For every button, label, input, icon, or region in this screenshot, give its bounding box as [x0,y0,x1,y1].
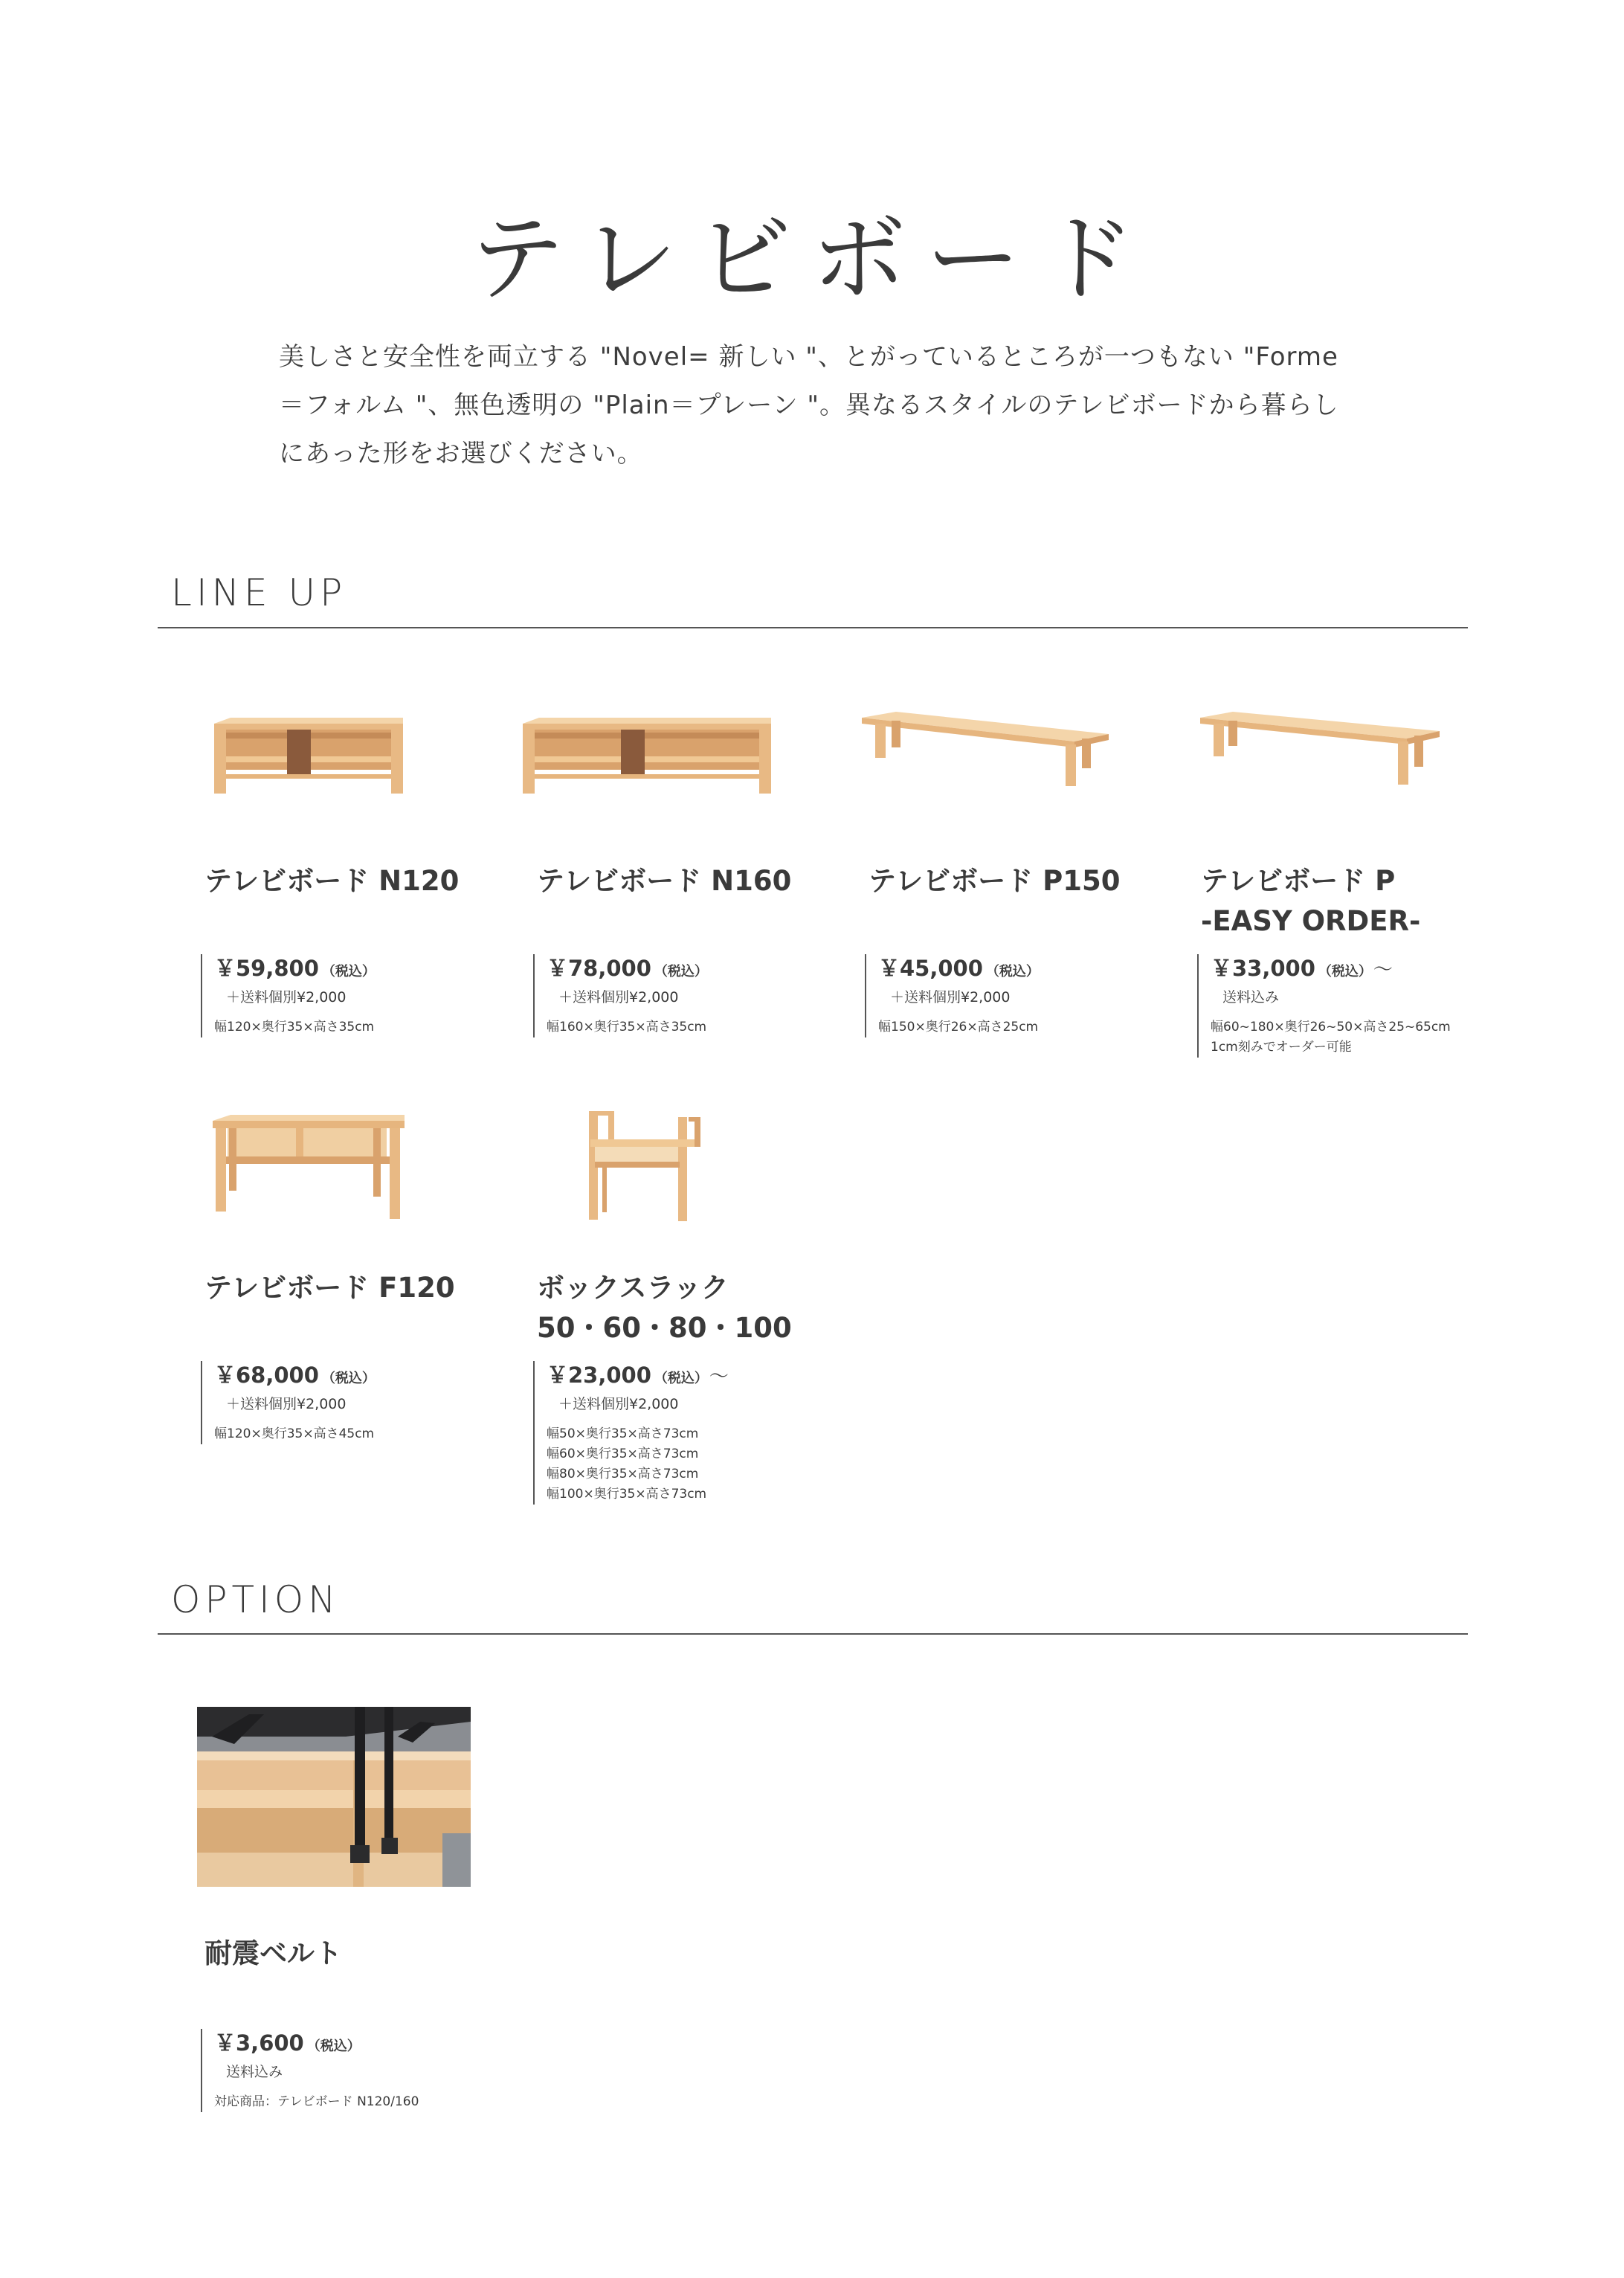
tv-board-n160-image [517,710,777,799]
product-name: テレビボード N160 [537,865,792,897]
lineup-heading: LINE UP [171,571,347,614]
shipping-note: ＋送料個別¥2,000 [558,1396,679,1412]
shipping-note: ＋送料個別¥2,000 [226,1396,347,1412]
product-price: ￥3,600 （税込） [214,2030,361,2056]
product-info [201,954,377,1037]
product-info [865,954,1041,1037]
shipping-note: 送料込み [1222,989,1280,1006]
box-rack-image [580,1108,706,1223]
product-price: ￥59,800 （税込） [214,956,376,981]
product-info [533,954,709,1037]
product-name: テレビボード P -EASY ORDER- [1201,865,1421,937]
intro-line: 美しさと安全性を両立する "Novel= 新しい "、とがっているところが一つもない "Forme [279,342,1338,372]
shipping-note: ＋送料個別¥2,000 [890,989,1011,1006]
product-dimensions: 幅60~180×奥行26~50×高さ25~65cm 1cm刻みでオーダー可能 [1211,1020,1451,1055]
shipping-note: ＋送料個別¥2,000 [558,989,679,1006]
product-name: 耐震ベルト [204,1937,342,1969]
lineup-divider [158,627,1468,628]
product-price: ￥68,000 （税込） [214,1362,376,1388]
product-dimensions: 幅160×奥行35×高さ35cm [547,1020,707,1035]
shipping-note: 送料込み [226,2064,283,2080]
product-info [533,1361,729,1505]
product-name: テレビボード P150 [869,865,1121,897]
product-dimensions: 幅150×奥行26×高さ25cm [878,1020,1039,1035]
tv-board-p-easy-order-image [1197,710,1443,792]
product-name: テレビボード N120 [204,865,460,897]
shipping-note: ＋送料個別¥2,000 [226,989,347,1006]
intro-text [279,333,1379,478]
product-price: ￥33,000 （税込）～ [1211,956,1393,981]
product-name: ボックスラック 50・60・80・100 [537,1272,792,1344]
product-price: ￥78,000 （税込） [547,956,708,981]
product-price: ￥23,000 （税込）～ [547,1362,729,1388]
tv-board-n120-image [208,710,409,799]
product-info [1197,954,1451,1058]
product-price: ￥45,000 （税込） [878,956,1040,981]
product-name: テレビボード F120 [204,1272,455,1304]
page-title: テレビボード [469,204,1155,315]
intro-line: ＝フォルム "、無色透明の "Plain＝プレーン "。異なるスタイルのテレビボードから暮らし [279,390,1339,420]
product-dimensions: 幅120×奥行35×高さ35cm [214,1020,375,1035]
tv-board-f120-image [208,1112,409,1220]
option-heading: OPTION [171,1578,341,1621]
option-divider [158,1633,1468,1635]
tv-board-p150-image [859,710,1112,792]
product-dimensions: 幅50×奥行35×高さ73cm 幅60×奥行35×高さ73cm 幅80×奥行35×高さ73cm 幅100×奥行35×高さ73cm [547,1426,707,1502]
product-dimensions: 対応商品：テレビボード N120/160 [214,2094,419,2109]
intro-line: にあった形をお選びください。 [279,439,643,469]
product-info [201,2029,419,2112]
product-info [201,1361,377,1444]
product-dimensions: 幅120×奥行35×高さ45cm [214,1426,375,1441]
seismic-belt-photo [197,1707,471,1887]
